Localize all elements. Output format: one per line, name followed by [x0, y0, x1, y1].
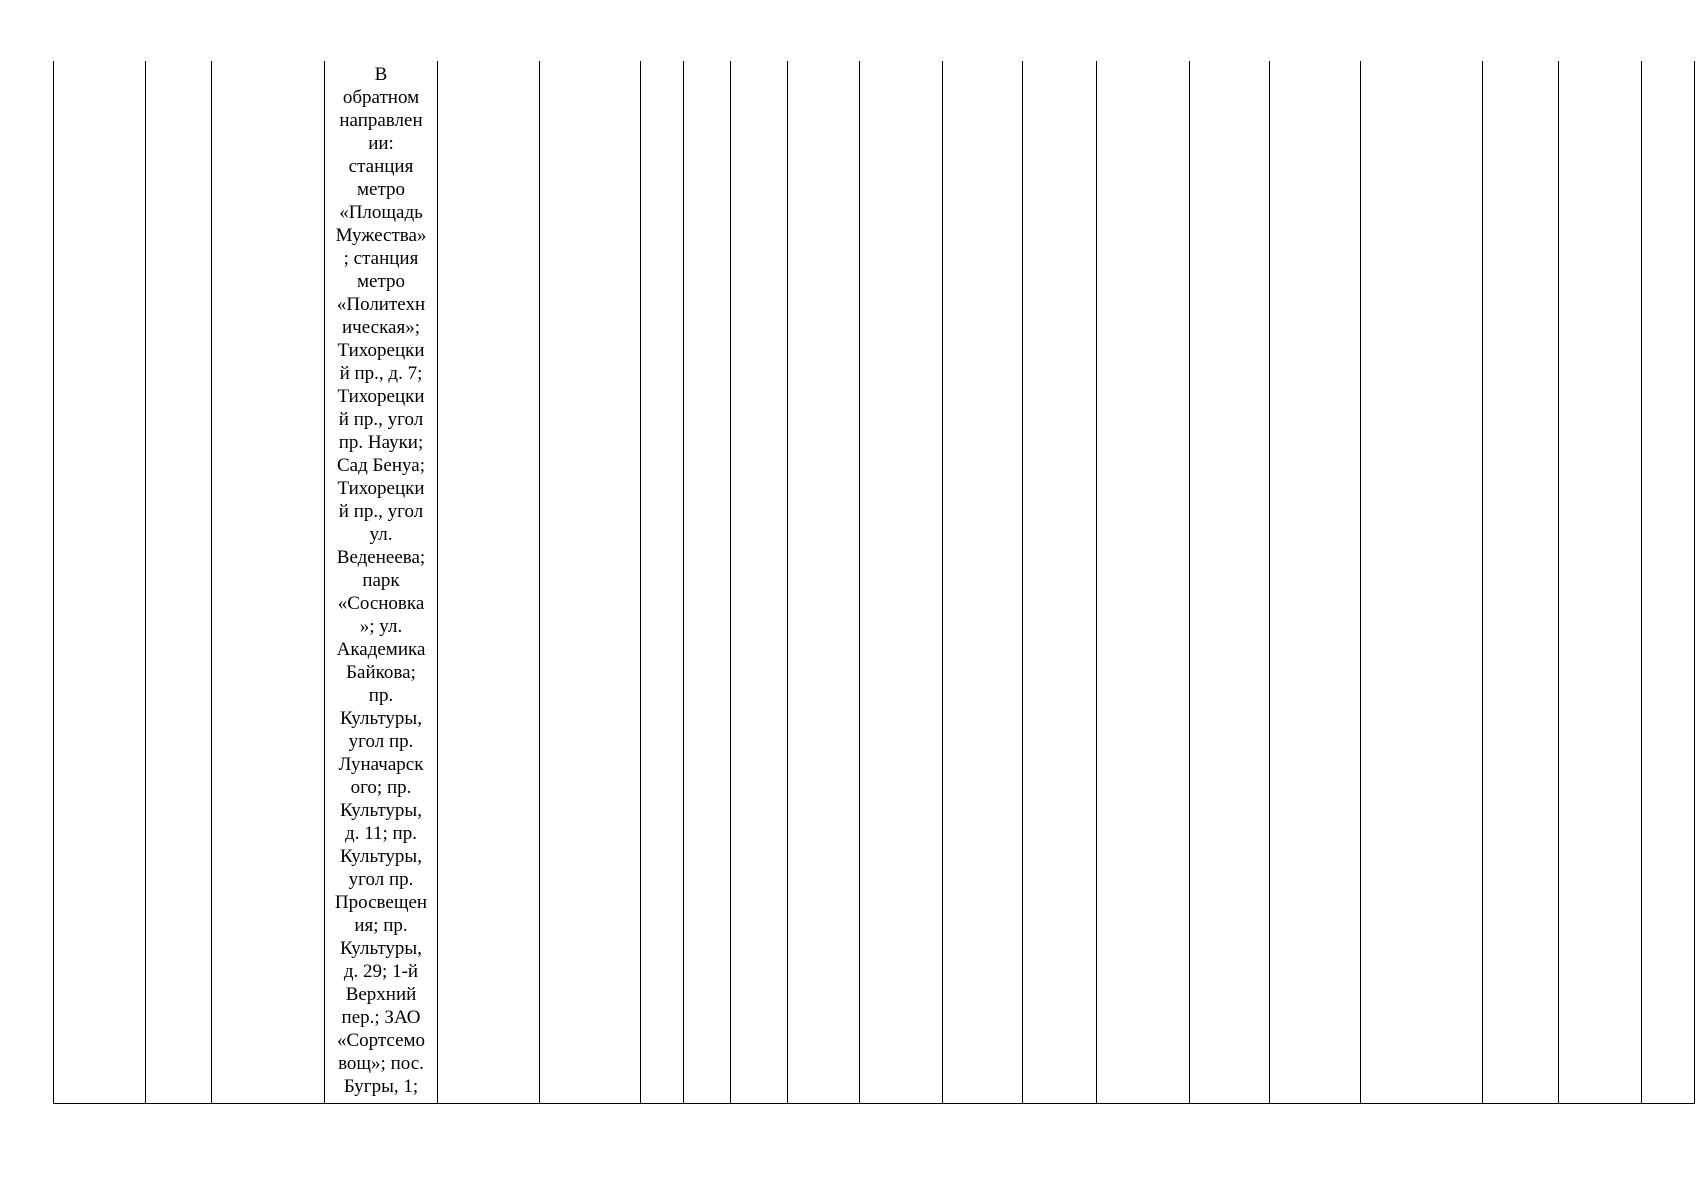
table-cell-17 [1361, 61, 1483, 1104]
table-cell-20 [1642, 61, 1695, 1104]
route-line: метро [357, 271, 405, 292]
route-line: Бугры, 1; [343, 1076, 419, 1097]
route-line: ическая»; [342, 317, 420, 338]
route-line: направлен [339, 110, 423, 131]
table-cell-9 [731, 61, 788, 1104]
route-line: «Сосновка [337, 593, 425, 614]
route-line: Культуры, [340, 846, 422, 867]
route-line: Просвещен [334, 892, 428, 913]
route-line: Тихорецки [337, 478, 425, 499]
table-cell-14 [1097, 61, 1190, 1104]
table-cell-5 [438, 61, 540, 1104]
route-line: «Сортсемо [336, 1030, 426, 1051]
route-stops-cell [325, 61, 438, 1104]
table-cell-8 [684, 61, 731, 1104]
route-line: д. 11; пр. [345, 823, 417, 844]
route-line: Веденеева; [336, 547, 426, 568]
route-line: «Площадь [339, 202, 423, 223]
route-line: станция [348, 156, 414, 177]
table-cell-18 [1483, 61, 1559, 1104]
route-line: ул. [369, 524, 393, 545]
table-cell-1 [54, 61, 146, 1104]
route-line: й пр., угол [338, 501, 424, 522]
route-line: метро [357, 179, 405, 200]
route-line: ; станция [343, 248, 419, 269]
route-line: Академика [336, 639, 426, 660]
table-cell-7 [641, 61, 684, 1104]
route-line: Культуры, [340, 800, 422, 821]
route-line: парк [362, 570, 400, 591]
route-line: Тихорецки [337, 386, 425, 407]
route-line: Луначарск [338, 754, 424, 775]
route-line: »; ул. [359, 616, 403, 637]
table-cell-13 [1023, 61, 1097, 1104]
route-line: ого; пр. [350, 777, 412, 798]
route-line: й пр., угол [338, 409, 424, 430]
route-line: Сад Бенуа; [337, 455, 425, 476]
table-cell-6 [540, 61, 641, 1104]
route-line: Мужества» [335, 225, 427, 246]
route-line: Тихорецки [337, 340, 425, 361]
route-line: й пр., д. 7; [339, 363, 423, 384]
table-cell-19 [1559, 61, 1642, 1104]
table-cell-11 [860, 61, 943, 1104]
route-line: пер.; ЗАО [341, 1007, 421, 1028]
route-line: пр. [368, 685, 394, 706]
route-line: Культуры, [340, 938, 422, 959]
route-line: вощ»; пос. [338, 1053, 424, 1074]
table-cell-10 [788, 61, 860, 1104]
route-table [53, 61, 1695, 1104]
table-cell-12 [943, 61, 1023, 1104]
route-stops-text [325, 61, 437, 1098]
route-line: д. 29; 1-й [343, 961, 419, 982]
route-line: Верхний [345, 984, 417, 1005]
route-line: Культуры, [340, 708, 422, 729]
table-cell-16 [1270, 61, 1361, 1104]
route-line: Байкова; [346, 662, 416, 683]
route-line: В [374, 64, 388, 85]
table-cell-15 [1190, 61, 1270, 1104]
route-line: обратном [342, 87, 420, 108]
route-line: ии: [368, 133, 394, 154]
route-line: угол пр. [348, 731, 414, 752]
route-line: ия; пр. [354, 915, 408, 936]
route-line: угол пр. [348, 869, 414, 890]
route-line: «Политехн [336, 294, 426, 315]
table-row [54, 61, 1695, 1104]
table-cell-2 [146, 61, 212, 1104]
table-cell-3 [212, 61, 325, 1104]
route-line: пр. Науки; [338, 432, 424, 453]
